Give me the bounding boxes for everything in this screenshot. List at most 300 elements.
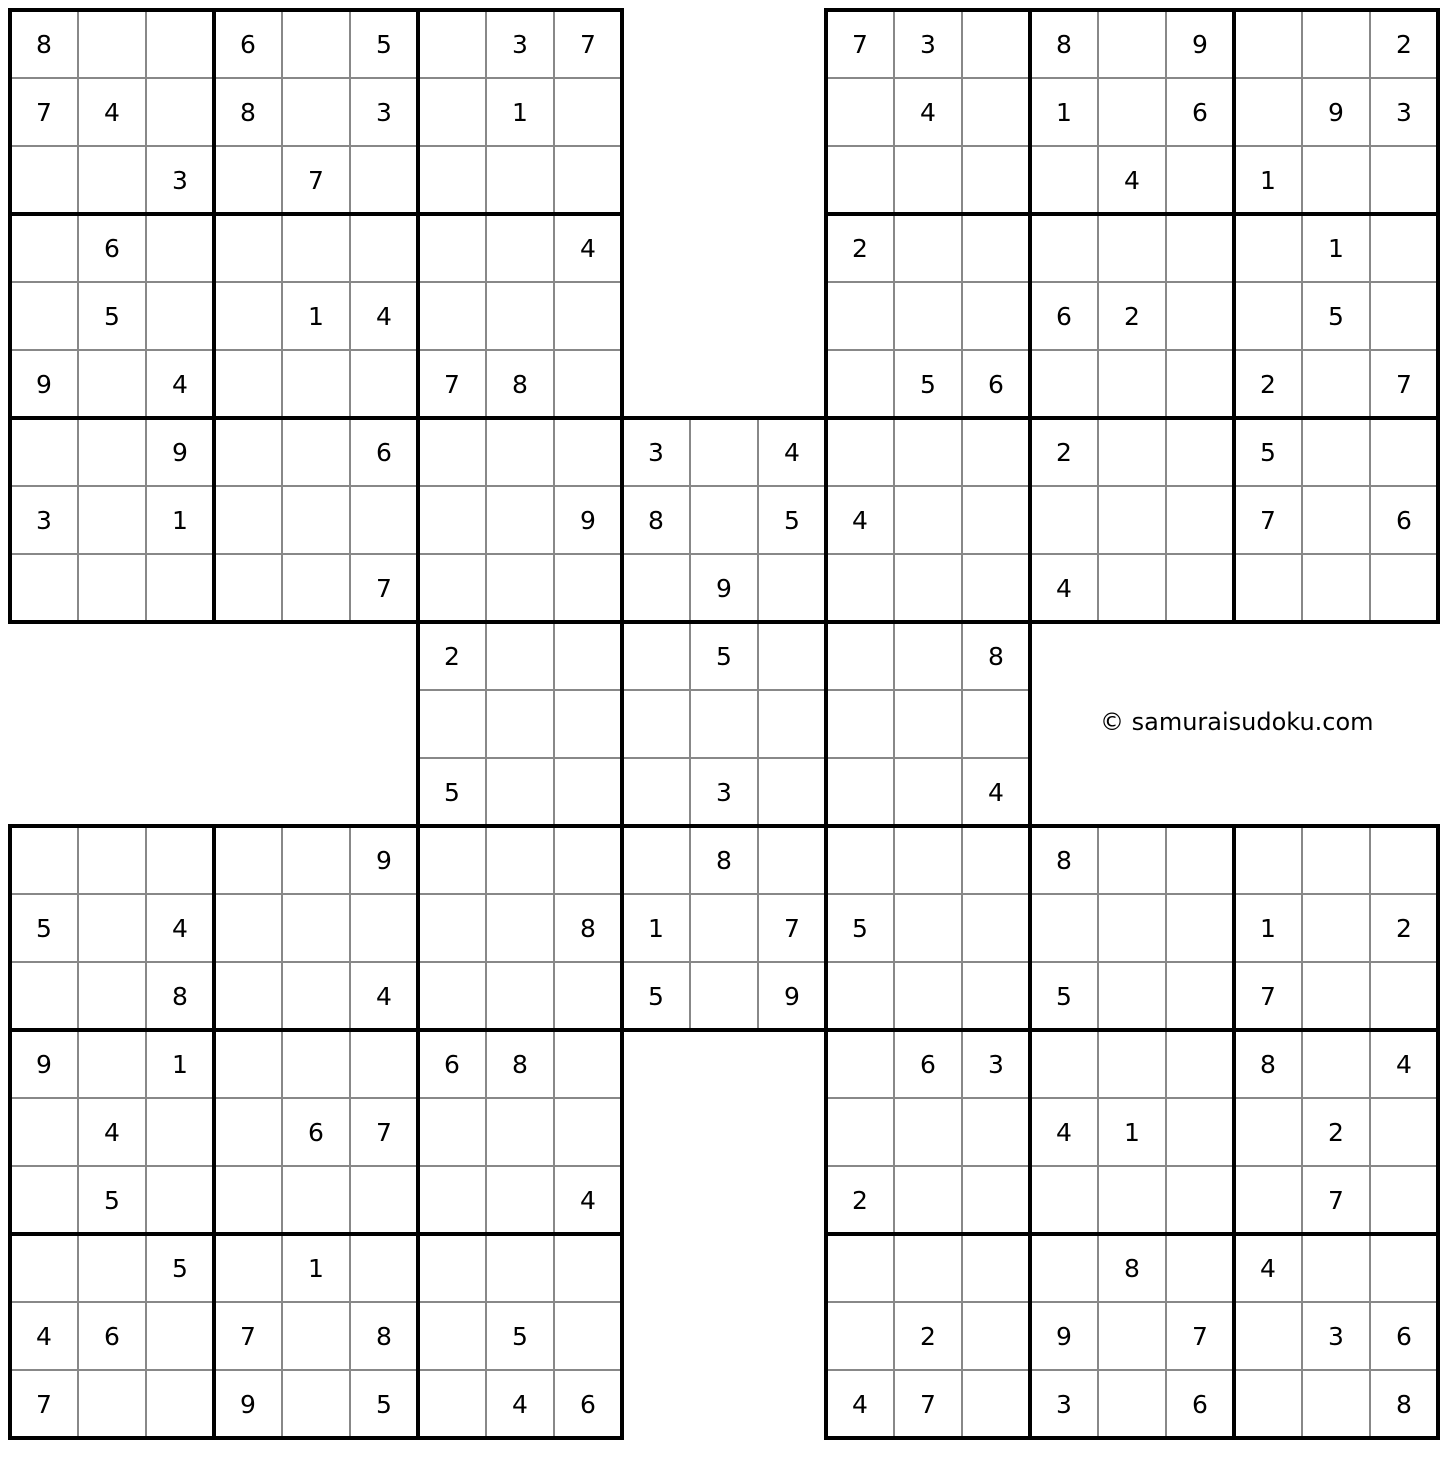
empty-cell-input[interactable] xyxy=(1304,12,1368,76)
empty-cell-input[interactable] xyxy=(760,760,824,824)
given-digit: 7 xyxy=(852,29,868,59)
empty-cell-input[interactable] xyxy=(556,556,620,620)
empty-cell-input[interactable] xyxy=(352,1032,416,1096)
given-digit: 7 xyxy=(1192,1321,1208,1351)
empty-cell-input[interactable] xyxy=(420,216,484,280)
empty-cell-input[interactable] xyxy=(488,148,552,212)
empty-cell-input[interactable] xyxy=(352,896,416,960)
empty-cell-input[interactable] xyxy=(80,488,144,552)
given-digit: 3 xyxy=(172,165,188,195)
empty-cell-input[interactable] xyxy=(352,1236,416,1300)
empty-cell-input[interactable] xyxy=(1304,556,1368,620)
empty-cell-input[interactable] xyxy=(1236,828,1300,892)
empty-cell-input[interactable] xyxy=(216,1236,280,1300)
empty-cell-input[interactable] xyxy=(1236,80,1300,144)
empty-cell-input[interactable] xyxy=(1168,1168,1232,1232)
given-digit: 8 xyxy=(1124,1253,1140,1283)
empty-cell-input[interactable] xyxy=(964,12,1028,76)
empty-cell-input[interactable] xyxy=(1100,1304,1164,1368)
empty-cell-input[interactable] xyxy=(216,352,280,416)
empty-cell-input[interactable] xyxy=(896,148,960,212)
empty-cell-input[interactable] xyxy=(488,624,552,688)
given-digit: 1 xyxy=(648,913,664,943)
empty-cell-input[interactable] xyxy=(216,828,280,892)
empty-cell-input[interactable] xyxy=(284,964,348,1028)
empty-cell-input[interactable] xyxy=(896,556,960,620)
empty-cell-input[interactable] xyxy=(148,1372,212,1436)
empty-cell-input[interactable] xyxy=(488,964,552,1028)
given-digit: 8 xyxy=(172,981,188,1011)
empty-cell-input[interactable] xyxy=(556,1236,620,1300)
empty-cell-input[interactable] xyxy=(1236,1168,1300,1232)
empty-cell-input[interactable] xyxy=(1168,488,1232,552)
empty-cell-input[interactable] xyxy=(1032,148,1096,212)
empty-cell-input[interactable] xyxy=(556,624,620,688)
given-digit: 9 xyxy=(716,573,732,603)
empty-cell-input[interactable] xyxy=(488,284,552,348)
given-digit: 6 xyxy=(104,233,120,263)
empty-cell-input[interactable] xyxy=(828,1236,892,1300)
empty-cell-input[interactable] xyxy=(284,420,348,484)
empty-cell-input[interactable] xyxy=(80,148,144,212)
empty-cell-input[interactable] xyxy=(964,964,1028,1028)
empty-cell-input[interactable] xyxy=(488,896,552,960)
empty-cell-input[interactable] xyxy=(828,148,892,212)
empty-cell-input[interactable] xyxy=(1304,420,1368,484)
empty-cell-input[interactable] xyxy=(624,624,688,688)
empty-cell-input[interactable] xyxy=(1304,352,1368,416)
empty-cell-input[interactable] xyxy=(896,284,960,348)
empty-cell-input[interactable] xyxy=(828,1032,892,1096)
empty-cell-input[interactable] xyxy=(12,556,76,620)
empty-cell-input[interactable] xyxy=(80,420,144,484)
given-digit: 1 xyxy=(1056,97,1072,127)
empty-cell-input[interactable] xyxy=(1304,1236,1368,1300)
empty-cell-input[interactable] xyxy=(1236,216,1300,280)
empty-cell-input[interactable] xyxy=(1236,1100,1300,1164)
empty-cell-input[interactable] xyxy=(80,1372,144,1436)
empty-cell-input[interactable] xyxy=(556,1032,620,1096)
empty-cell-input[interactable] xyxy=(556,1304,620,1368)
empty-cell-input[interactable] xyxy=(1236,1372,1300,1436)
empty-cell-input[interactable] xyxy=(12,1168,76,1232)
given-digit: 4 xyxy=(172,369,188,399)
empty-cell-input[interactable] xyxy=(420,896,484,960)
empty-cell-input[interactable] xyxy=(284,896,348,960)
empty-cell-input[interactable] xyxy=(828,80,892,144)
empty-cell-input[interactable] xyxy=(148,216,212,280)
empty-cell-input[interactable] xyxy=(828,692,892,756)
empty-cell-input[interactable] xyxy=(420,1236,484,1300)
empty-cell-input[interactable] xyxy=(12,148,76,212)
empty-cell-input[interactable] xyxy=(148,284,212,348)
given-digit: 3 xyxy=(376,97,392,127)
given-digit: 4 xyxy=(172,913,188,943)
empty-cell-input[interactable] xyxy=(420,964,484,1028)
given-digit: 1 xyxy=(512,97,528,127)
empty-cell-input[interactable] xyxy=(1100,216,1164,280)
empty-cell-input[interactable] xyxy=(556,352,620,416)
empty-cell-input[interactable] xyxy=(420,420,484,484)
empty-cell-input[interactable] xyxy=(828,964,892,1028)
empty-cell-input[interactable] xyxy=(1236,12,1300,76)
empty-cell-input[interactable] xyxy=(828,1100,892,1164)
empty-cell-input[interactable] xyxy=(216,488,280,552)
empty-cell-input[interactable] xyxy=(964,488,1028,552)
given-digit: 2 xyxy=(1260,369,1276,399)
empty-cell-input[interactable] xyxy=(896,760,960,824)
empty-cell-input[interactable] xyxy=(488,828,552,892)
empty-cell-input[interactable] xyxy=(12,1236,76,1300)
given-digit: 4 xyxy=(104,97,120,127)
empty-cell-input[interactable] xyxy=(1168,1100,1232,1164)
given-digit: 5 xyxy=(376,1389,392,1419)
empty-cell-input[interactable] xyxy=(1100,964,1164,1028)
empty-cell-input[interactable] xyxy=(12,964,76,1028)
given-digit: 4 xyxy=(1260,1253,1276,1283)
empty-cell-input[interactable] xyxy=(896,624,960,688)
empty-cell-input[interactable] xyxy=(1100,1168,1164,1232)
empty-cell-input[interactable] xyxy=(828,420,892,484)
empty-cell-input[interactable] xyxy=(1304,148,1368,212)
empty-cell-input[interactable] xyxy=(1100,80,1164,144)
empty-cell-input[interactable] xyxy=(1168,420,1232,484)
empty-cell-input[interactable] xyxy=(216,896,280,960)
empty-cell-input[interactable] xyxy=(828,1304,892,1368)
empty-cell-input[interactable] xyxy=(964,896,1028,960)
empty-cell-input[interactable] xyxy=(896,692,960,756)
empty-cell-input[interactable] xyxy=(12,1100,76,1164)
empty-cell-input[interactable] xyxy=(284,216,348,280)
given-digit: 3 xyxy=(988,1049,1004,1079)
empty-cell-input[interactable] xyxy=(284,1372,348,1436)
empty-cell-input[interactable] xyxy=(692,692,756,756)
empty-cell-input[interactable] xyxy=(1304,1372,1368,1436)
given-digit: 7 xyxy=(240,1321,256,1351)
empty-cell-input[interactable] xyxy=(352,488,416,552)
given-digit: 6 xyxy=(580,1389,596,1419)
empty-cell-input[interactable] xyxy=(488,556,552,620)
empty-cell-input[interactable] xyxy=(896,216,960,280)
empty-cell-input[interactable] xyxy=(1372,284,1436,348)
empty-cell-input[interactable] xyxy=(80,352,144,416)
empty-cell-input[interactable] xyxy=(216,148,280,212)
given-digit: 1 xyxy=(172,1049,188,1079)
empty-cell-input[interactable] xyxy=(556,828,620,892)
empty-cell-input[interactable] xyxy=(1372,828,1436,892)
empty-cell-input[interactable] xyxy=(1100,420,1164,484)
empty-cell-input[interactable] xyxy=(964,1372,1028,1436)
empty-cell-input[interactable] xyxy=(896,1236,960,1300)
empty-cell-input[interactable] xyxy=(148,1100,212,1164)
empty-cell-input[interactable] xyxy=(964,556,1028,620)
empty-cell-input[interactable] xyxy=(1032,1236,1096,1300)
given-digit: 5 xyxy=(1328,301,1344,331)
empty-cell-input[interactable] xyxy=(1032,1168,1096,1232)
empty-cell-input[interactable] xyxy=(1236,1304,1300,1368)
given-digit: 6 xyxy=(1192,97,1208,127)
empty-cell-input[interactable] xyxy=(896,1100,960,1164)
empty-cell-input[interactable] xyxy=(352,216,416,280)
empty-cell-input[interactable] xyxy=(80,556,144,620)
empty-cell-input[interactable] xyxy=(1372,1100,1436,1164)
empty-cell-input[interactable] xyxy=(420,488,484,552)
empty-cell-input[interactable] xyxy=(420,692,484,756)
empty-cell-input[interactable] xyxy=(1168,1236,1232,1300)
empty-cell-input[interactable] xyxy=(1304,828,1368,892)
empty-cell-input[interactable] xyxy=(80,1032,144,1096)
given-digit: 5 xyxy=(104,301,120,331)
given-digit: 2 xyxy=(1124,301,1140,331)
empty-cell-input[interactable] xyxy=(216,964,280,1028)
given-digit: 2 xyxy=(920,1321,936,1351)
empty-cell-input[interactable] xyxy=(284,80,348,144)
empty-cell-input[interactable] xyxy=(1168,284,1232,348)
empty-cell-input[interactable] xyxy=(1304,1032,1368,1096)
given-digit: 8 xyxy=(1260,1049,1276,1079)
empty-cell-input[interactable] xyxy=(216,1100,280,1164)
empty-cell-input[interactable] xyxy=(964,1304,1028,1368)
empty-cell-input[interactable] xyxy=(556,1100,620,1164)
empty-cell-input[interactable] xyxy=(624,692,688,756)
empty-cell-input[interactable] xyxy=(284,1168,348,1232)
empty-cell-input[interactable] xyxy=(624,828,688,892)
empty-cell-input[interactable] xyxy=(1100,352,1164,416)
empty-cell-input[interactable] xyxy=(12,420,76,484)
empty-cell-input[interactable] xyxy=(964,80,1028,144)
empty-cell-input[interactable] xyxy=(1304,488,1368,552)
given-digit: 5 xyxy=(784,505,800,535)
empty-cell-input[interactable] xyxy=(896,896,960,960)
empty-cell-input[interactable] xyxy=(1236,284,1300,348)
empty-cell-input[interactable] xyxy=(1372,216,1436,280)
empty-cell-input[interactable] xyxy=(80,1236,144,1300)
empty-cell-input[interactable] xyxy=(896,420,960,484)
empty-cell-input[interactable] xyxy=(760,828,824,892)
empty-cell-input[interactable] xyxy=(692,488,756,552)
empty-cell-input[interactable] xyxy=(828,352,892,416)
empty-cell-input[interactable] xyxy=(556,284,620,348)
empty-cell-input[interactable] xyxy=(624,760,688,824)
empty-cell-input[interactable] xyxy=(216,1032,280,1096)
empty-cell-input[interactable] xyxy=(488,1168,552,1232)
given-digit: 5 xyxy=(852,913,868,943)
empty-cell-input[interactable] xyxy=(1372,148,1436,212)
empty-cell-input[interactable] xyxy=(692,420,756,484)
empty-cell-input[interactable] xyxy=(216,420,280,484)
empty-cell-input[interactable] xyxy=(896,964,960,1028)
given-digit: 5 xyxy=(104,1185,120,1215)
empty-cell-input[interactable] xyxy=(12,216,76,280)
given-digit: 3 xyxy=(36,505,52,535)
empty-cell-input[interactable] xyxy=(1372,420,1436,484)
empty-cell-input[interactable] xyxy=(556,760,620,824)
empty-cell-input[interactable] xyxy=(148,556,212,620)
empty-cell-input[interactable] xyxy=(964,148,1028,212)
empty-cell-input[interactable] xyxy=(80,828,144,892)
empty-cell-input[interactable] xyxy=(148,1304,212,1368)
given-digit: 9 xyxy=(1056,1321,1072,1351)
empty-cell-input[interactable] xyxy=(964,828,1028,892)
empty-cell-input[interactable] xyxy=(80,896,144,960)
empty-cell-input[interactable] xyxy=(1032,488,1096,552)
given-digit: 6 xyxy=(444,1049,460,1079)
given-digit: 7 xyxy=(376,1117,392,1147)
empty-cell-input[interactable] xyxy=(1032,896,1096,960)
empty-cell-input[interactable] xyxy=(1168,352,1232,416)
empty-cell-input[interactable] xyxy=(420,284,484,348)
empty-cell-input[interactable] xyxy=(1168,1032,1232,1096)
empty-cell-input[interactable] xyxy=(1372,1168,1436,1232)
empty-cell-input[interactable] xyxy=(12,828,76,892)
empty-cell-input[interactable] xyxy=(896,828,960,892)
empty-cell-input[interactable] xyxy=(420,12,484,76)
empty-cell-input[interactable] xyxy=(556,80,620,144)
empty-cell-input[interactable] xyxy=(284,12,348,76)
empty-cell-input[interactable] xyxy=(488,1236,552,1300)
given-digit: 8 xyxy=(512,1049,528,1079)
given-digit: 7 xyxy=(580,29,596,59)
empty-cell-input[interactable] xyxy=(964,1100,1028,1164)
empty-cell-input[interactable] xyxy=(1168,148,1232,212)
empty-cell-input[interactable] xyxy=(1236,556,1300,620)
empty-cell-input[interactable] xyxy=(12,284,76,348)
given-digit: 2 xyxy=(1396,913,1412,943)
empty-cell-input[interactable] xyxy=(556,692,620,756)
empty-cell-input[interactable] xyxy=(1168,964,1232,1028)
empty-cell-input[interactable] xyxy=(420,1100,484,1164)
given-digit: 1 xyxy=(172,505,188,535)
empty-cell-input[interactable] xyxy=(760,692,824,756)
empty-cell-input[interactable] xyxy=(828,556,892,620)
empty-cell-input[interactable] xyxy=(556,148,620,212)
empty-cell-input[interactable] xyxy=(1100,556,1164,620)
given-digit: 7 xyxy=(1260,981,1276,1011)
empty-cell-input[interactable] xyxy=(1100,12,1164,76)
empty-cell-input[interactable] xyxy=(1032,216,1096,280)
given-digit: 2 xyxy=(1328,1117,1344,1147)
empty-cell-input[interactable] xyxy=(1168,216,1232,280)
empty-cell-input[interactable] xyxy=(1100,488,1164,552)
empty-cell-input[interactable] xyxy=(624,556,688,620)
empty-cell-input[interactable] xyxy=(488,216,552,280)
empty-cell-input[interactable] xyxy=(828,624,892,688)
empty-cell-input[interactable] xyxy=(1032,1032,1096,1096)
empty-cell-input[interactable] xyxy=(1032,352,1096,416)
given-digit: 4 xyxy=(852,1389,868,1419)
given-digit: 9 xyxy=(1328,97,1344,127)
empty-cell-input[interactable] xyxy=(80,964,144,1028)
empty-cell-input[interactable] xyxy=(1304,964,1368,1028)
given-digit: 8 xyxy=(1056,29,1072,59)
empty-cell-input[interactable] xyxy=(216,216,280,280)
empty-cell-input[interactable] xyxy=(148,80,212,144)
given-digit: 4 xyxy=(512,1389,528,1419)
empty-cell-input[interactable] xyxy=(420,80,484,144)
empty-cell-input[interactable] xyxy=(420,148,484,212)
given-digit: 3 xyxy=(1056,1389,1072,1419)
empty-cell-input[interactable] xyxy=(284,352,348,416)
empty-cell-input[interactable] xyxy=(828,828,892,892)
empty-cell-input[interactable] xyxy=(352,352,416,416)
given-digit: 6 xyxy=(1396,1321,1412,1351)
empty-cell-input[interactable] xyxy=(1304,896,1368,960)
empty-cell-input[interactable] xyxy=(1100,896,1164,960)
empty-cell-input[interactable] xyxy=(148,12,212,76)
empty-cell-input[interactable] xyxy=(420,556,484,620)
empty-cell-input[interactable] xyxy=(964,1168,1028,1232)
empty-cell-input[interactable] xyxy=(964,216,1028,280)
empty-cell-input[interactable] xyxy=(284,556,348,620)
empty-cell-input[interactable] xyxy=(284,1032,348,1096)
empty-cell-input[interactable] xyxy=(352,1168,416,1232)
empty-cell-input[interactable] xyxy=(148,828,212,892)
empty-cell-input[interactable] xyxy=(964,284,1028,348)
empty-cell-input[interactable] xyxy=(284,828,348,892)
empty-cell-input[interactable] xyxy=(828,284,892,348)
empty-cell-input[interactable] xyxy=(896,488,960,552)
empty-cell-input[interactable] xyxy=(556,964,620,1028)
empty-cell-input[interactable] xyxy=(760,624,824,688)
empty-cell-input[interactable] xyxy=(488,692,552,756)
empty-cell-input[interactable] xyxy=(488,1100,552,1164)
empty-cell-input[interactable] xyxy=(760,556,824,620)
empty-cell-input[interactable] xyxy=(1100,1032,1164,1096)
empty-cell-input[interactable] xyxy=(420,1168,484,1232)
empty-cell-input[interactable] xyxy=(148,1168,212,1232)
empty-cell-input[interactable] xyxy=(1372,556,1436,620)
empty-cell-input[interactable] xyxy=(692,964,756,1028)
empty-cell-input[interactable] xyxy=(488,488,552,552)
given-digit: 4 xyxy=(580,1185,596,1215)
given-digit: 4 xyxy=(376,981,392,1011)
empty-cell-input[interactable] xyxy=(80,12,144,76)
empty-cell-input[interactable] xyxy=(964,692,1028,756)
empty-cell-input[interactable] xyxy=(556,420,620,484)
given-digit: 9 xyxy=(1192,29,1208,59)
empty-cell-input[interactable] xyxy=(352,148,416,212)
empty-cell-input[interactable] xyxy=(896,1168,960,1232)
empty-cell-input[interactable] xyxy=(1100,828,1164,892)
empty-cell-input[interactable] xyxy=(964,420,1028,484)
given-digit: 8 xyxy=(240,97,256,127)
given-digit: 4 xyxy=(988,777,1004,807)
empty-cell-input[interactable] xyxy=(828,760,892,824)
empty-cell-input[interactable] xyxy=(1372,964,1436,1028)
given-digit: 9 xyxy=(240,1389,256,1419)
empty-cell-input[interactable] xyxy=(1372,1236,1436,1300)
empty-cell-input[interactable] xyxy=(420,1372,484,1436)
empty-cell-input[interactable] xyxy=(1168,556,1232,620)
empty-cell-input[interactable] xyxy=(1100,1372,1164,1436)
given-digit: 3 xyxy=(920,29,936,59)
empty-cell-input[interactable] xyxy=(216,1168,280,1232)
empty-cell-input[interactable] xyxy=(1168,896,1232,960)
empty-cell-input[interactable] xyxy=(284,1304,348,1368)
given-digit: 3 xyxy=(1328,1321,1344,1351)
empty-cell-input[interactable] xyxy=(420,1304,484,1368)
empty-cell-input[interactable] xyxy=(1168,828,1232,892)
empty-cell-input[interactable] xyxy=(692,896,756,960)
empty-cell-input[interactable] xyxy=(216,284,280,348)
empty-cell-input[interactable] xyxy=(488,420,552,484)
empty-cell-input[interactable] xyxy=(964,1236,1028,1300)
empty-cell-input[interactable] xyxy=(284,488,348,552)
empty-cell-input[interactable] xyxy=(420,828,484,892)
empty-cell-input[interactable] xyxy=(216,556,280,620)
given-digit: 7 xyxy=(36,1389,52,1419)
empty-cell-input[interactable] xyxy=(488,760,552,824)
